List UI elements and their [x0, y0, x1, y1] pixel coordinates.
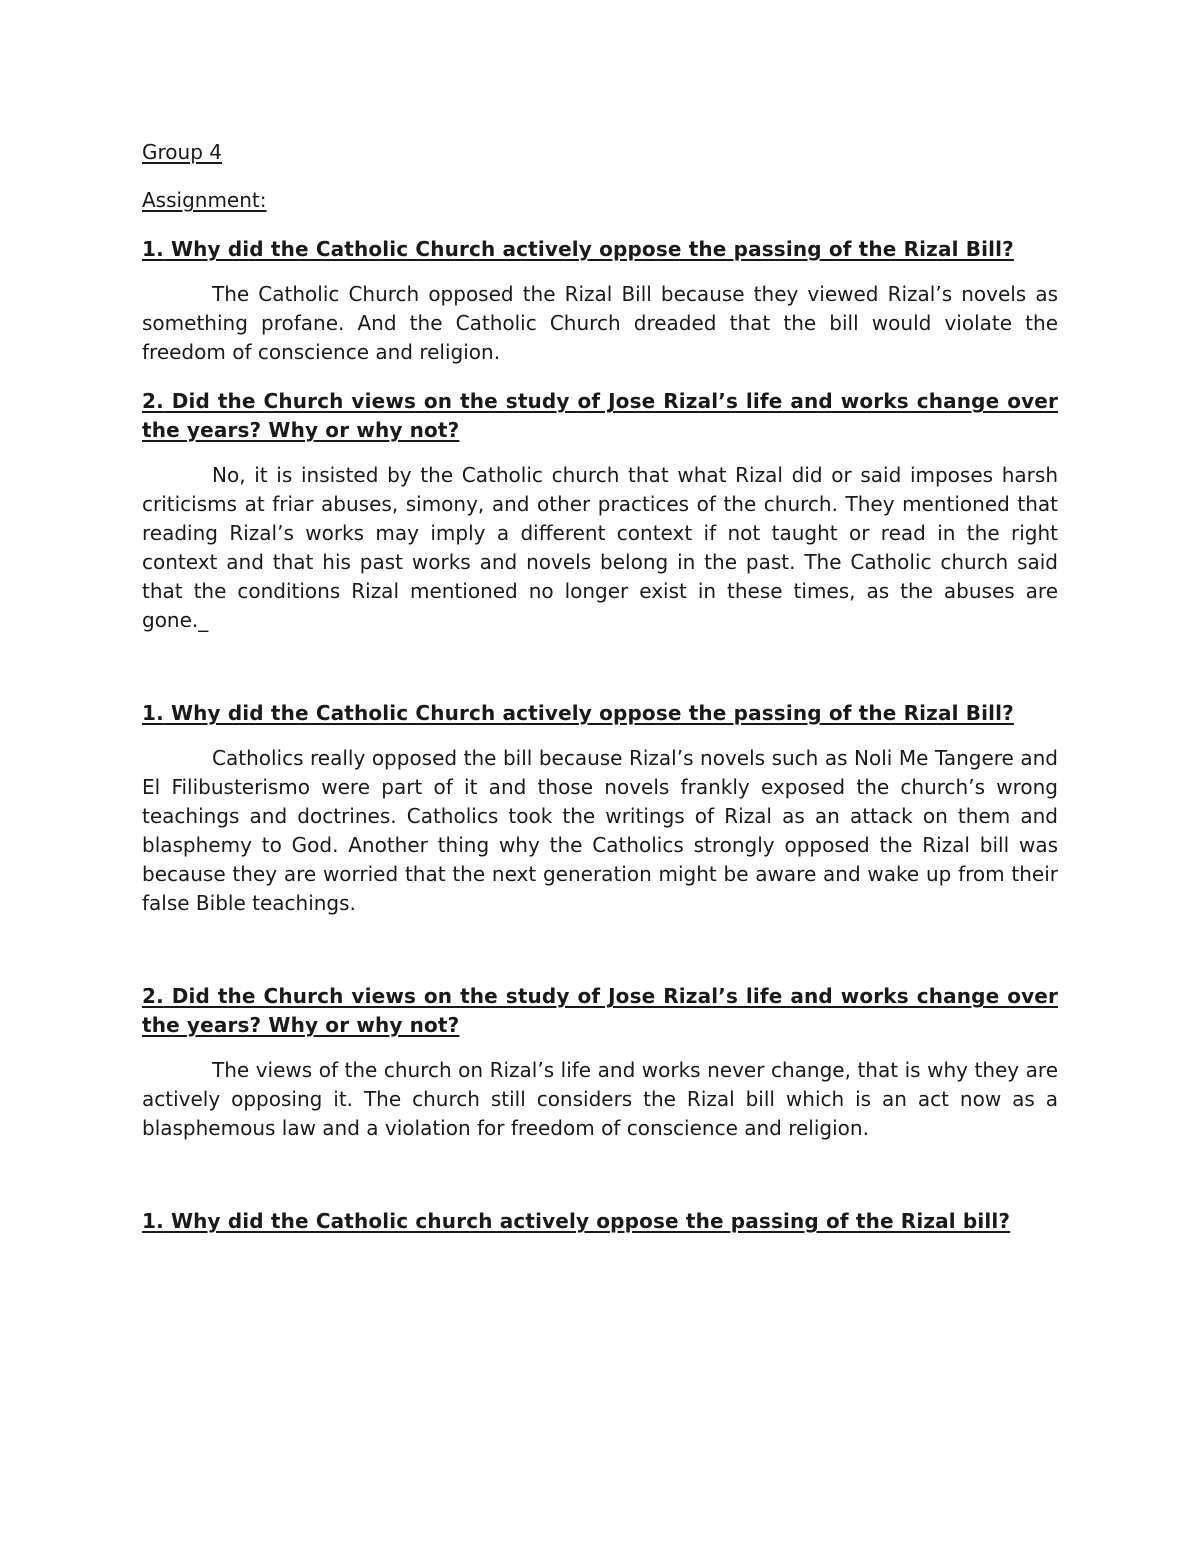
question-heading [142, 235, 1058, 264]
question-number: 1. [142, 701, 164, 725]
question-text: Why did the Catholic church actively oppose the passing of the Rizal bill? [163, 1209, 1011, 1233]
question-text: Why did the Catholic Church actively oppose the passing of the Rizal Bill? [163, 237, 1014, 261]
question-number: 2. [142, 389, 164, 413]
spacer [142, 367, 1058, 387]
question-number: 2. [142, 984, 164, 1008]
answer-paragraph: Catholics really opposed the bill because Rizal’s novels such as Noli Me Tangere and El Filibusterismo were part of it and those novels frankly exposed the church’s wrong teachings and doctrines. Catholics took the writings of Rizal as an attack on them and blasphemy to God. Another thing why the Catholics strongly opposed the Rizal bill was because they are worried that the next generation might be aware and wake up from their false Bible teachings. [142, 746, 1058, 915]
question-number: 1. [142, 1209, 164, 1233]
spacer [142, 635, 1058, 699]
answer-paragraph: The views of the church on Rizal’s life and works never change, that is why they are actively opposing it. The church still considers the Rizal bill which is an act now as a blasphemous law and a violation for freedom of conscience and religion. [142, 1058, 1058, 1140]
answer-paragraph: No, it is insisted by the Catholic church that what Rizal did or said imposes harsh criticisms at friar abuses, simony, and other practices of the church. They mentioned that reading Rizal’s works may imply a different context if not taught or read in the right context and that his past works and novels belong in the past. The Catholic church said that the conditions Rizal mentioned no longer exist in these times, as the abuses are gone._ [142, 463, 1058, 632]
spacer [142, 918, 1058, 982]
document-body [142, 138, 1058, 1252]
group-title: Group 4 [142, 140, 222, 164]
question-number: 1. [142, 237, 164, 261]
question-heading [142, 699, 1058, 728]
question-heading [142, 982, 1058, 1040]
question-heading [142, 1207, 1058, 1236]
answer-paragraph: The Catholic Church opposed the Rizal Bill because they viewed Rizal’s novels as something profane. And the Catholic Church dreaded that the bill would violate the freedom of conscience and religion. [142, 282, 1058, 364]
question-text: Why did the Catholic Church actively oppose the passing of the Rizal Bill? [163, 701, 1014, 725]
spacer [142, 1143, 1058, 1207]
question-heading [142, 387, 1058, 445]
question-text: Did the Church views on the study of Jose Rizal’s life and works change over the years? Why or why not? [142, 984, 1058, 1037]
question-text: Did the Church views on the study of Jose Rizal’s life and works change over the years? Why or why not? [142, 389, 1058, 442]
assignment-label: Assignment: [142, 188, 267, 212]
